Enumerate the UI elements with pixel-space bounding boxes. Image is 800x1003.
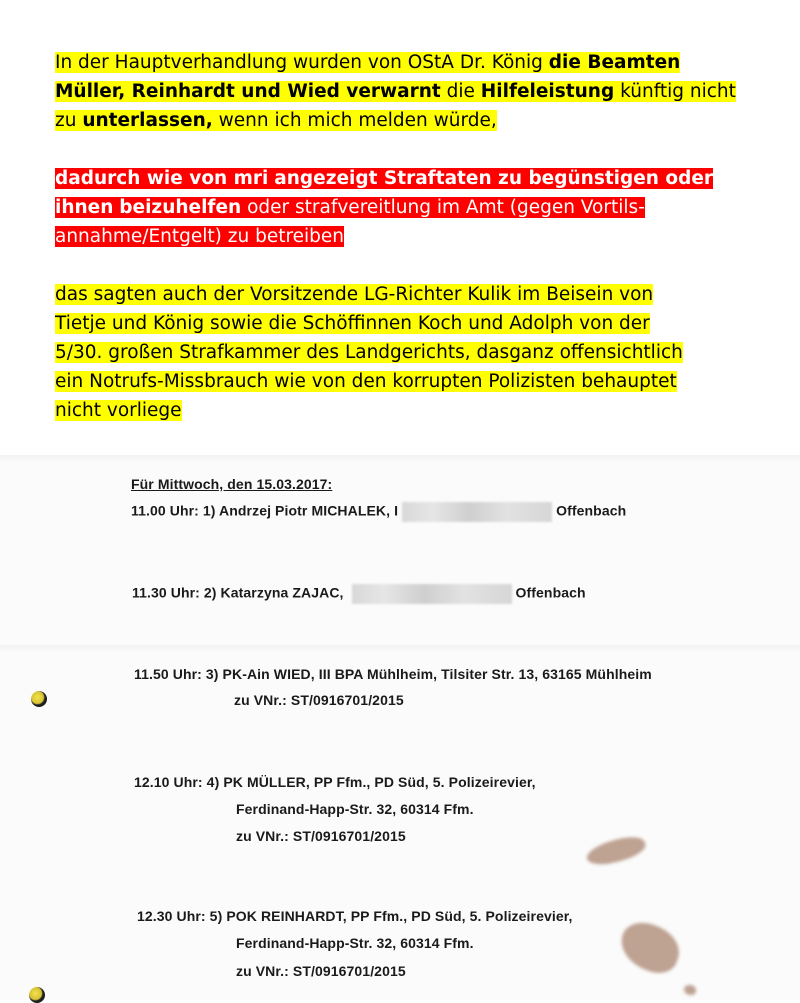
paragraph-2 bbox=[55, 164, 755, 251]
schedule-entry-3-line-2: zu VNr.: ST/0916701/2015 bbox=[234, 692, 404, 708]
coffee-stain bbox=[614, 916, 686, 979]
paragraph-2-line-3: annahme/Entgelt) zu betreiben bbox=[55, 226, 345, 247]
coffee-stain bbox=[584, 831, 648, 870]
schedule-entry-5-line-2: Ferdinand-Happ-Str. 32, 60314 Ffm. bbox=[236, 935, 474, 951]
paragraph-3-line-1: das sagten auch der Vorsitzende LG-Richter Kulik im Beisein von bbox=[55, 284, 654, 305]
paragraph-1-line-3: zu unterlassen, wenn ich mich melden würde, bbox=[55, 110, 497, 131]
punch-hole bbox=[29, 987, 45, 1003]
paragraph-2-line-1: dadurch wie von mri angezeigt Straftaten zu begünstigen oder bbox=[55, 168, 714, 189]
scan-fold-edge bbox=[0, 645, 800, 653]
paragraph-3-line-2: Tietje und König sowie die Schöffinnen Koch und Adolph von der bbox=[55, 313, 650, 334]
schedule-entry-4-line-1: 12.10 Uhr: 4) PK MÜLLER, PP Ffm., PD Süd, 5. Polizeirevier, bbox=[134, 774, 536, 790]
schedule-entry-1: 11.00 Uhr: 1) Andrzej Piotr MICHALEK, I Offenbach bbox=[131, 502, 626, 522]
schedule-entry-5-line-1: 12.30 Uhr: 5) POK REINHARDT, PP Ffm., PD Süd, 5. Polizeirevier, bbox=[137, 908, 573, 924]
paragraph-3-line-3: 5/30. großen Strafkammer des Landgerichts, dasganz offensichtlich bbox=[55, 342, 683, 363]
paragraph-1-line-2: Müller, Reinhardt und Wied verwarnt die Hilfeleistung künftig nicht bbox=[55, 81, 736, 102]
schedule-entry-5-line-3: zu VNr.: ST/0916701/2015 bbox=[236, 963, 406, 979]
schedule-entry-4-line-2: Ferdinand-Happ-Str. 32, 60314 Ffm. bbox=[236, 801, 474, 817]
punch-hole bbox=[31, 691, 47, 707]
paragraph-1-line-1: In der Hauptverhandlung wurden von OStA Dr. König die Beamten bbox=[55, 52, 681, 73]
schedule-entry-3-line-1: 11.50 Uhr: 3) PK-Ain WIED, III BPA Mühlheim, Tilsiter Str. 13, 63165 Mühlheim bbox=[134, 666, 652, 682]
coffee-stain bbox=[684, 985, 696, 995]
scan-top-edge bbox=[0, 455, 800, 463]
schedule-heading: Für Mittwoch, den 15.03.2017: bbox=[131, 476, 333, 492]
paragraph-3-line-5: nicht vorliege bbox=[55, 400, 182, 421]
paragraph-1 bbox=[55, 48, 755, 135]
paragraph-3-line-4: ein Notrufs-Missbrauch wie von den korrupten Polizisten behauptet bbox=[55, 371, 677, 392]
schedule-entry-4-line-3: zu VNr.: ST/0916701/2015 bbox=[236, 828, 406, 844]
redacted-address bbox=[352, 584, 512, 604]
paragraph-2-line-2: ihnen beizuhelfen oder strafvereitlung im Amt (gegen Vortils- bbox=[55, 197, 645, 218]
scanned-document bbox=[0, 455, 800, 1000]
schedule-entry-2: 11.30 Uhr: 2) Katarzyna ZAJAC, Offenbach bbox=[132, 584, 586, 604]
redacted-address bbox=[402, 502, 552, 522]
paragraph-3 bbox=[55, 280, 755, 425]
